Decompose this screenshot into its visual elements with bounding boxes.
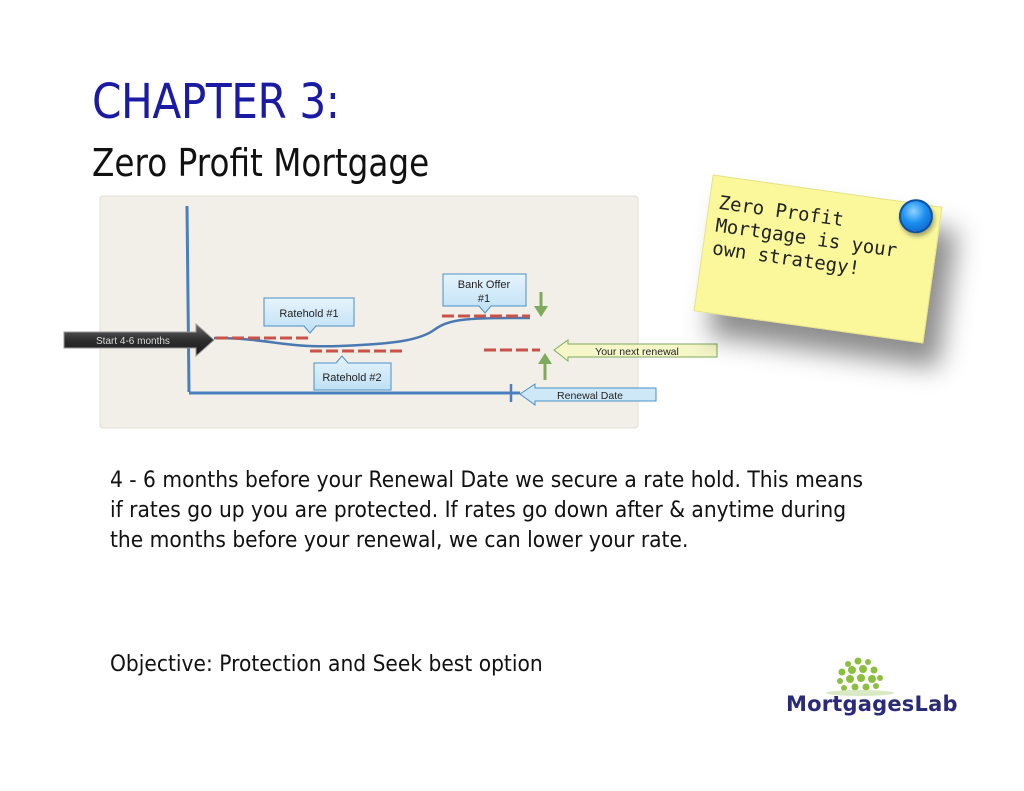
- ratehold2-label: Ratehold #2: [322, 372, 382, 384]
- bank-offer-line1: Bank Offer: [457, 279, 511, 291]
- chapter-subtitle: Zero Profit Mortgage: [92, 141, 430, 185]
- next-renewal-label: Your next renewal: [595, 346, 679, 358]
- mortgageslab-logo-icon: [780, 650, 960, 730]
- sticky-text: Zero Profit Mortgage is your own strategy!: [710, 191, 899, 280]
- bank-offer-line2: #1: [477, 293, 491, 305]
- logo-wordmark: MortgagesLab: [786, 692, 958, 716]
- explanation-paragraph: 4 - 6 months before your Renewal Date we secure a rate hold. This means if rates go up you are protected. If rates go down after & anytime during the months before your renewal, we can lower your rate.: [110, 468, 864, 553]
- objective-line: Objective: Protection and Seek best option: [110, 652, 543, 677]
- chapter-title: CHAPTER 3:: [92, 74, 340, 130]
- y-axis: [187, 206, 189, 392]
- renewal-date-label: Renewal Date: [557, 390, 623, 402]
- start-label: Start 4-6 months: [96, 336, 170, 347]
- ratehold1-label: Ratehold #1: [279, 308, 339, 320]
